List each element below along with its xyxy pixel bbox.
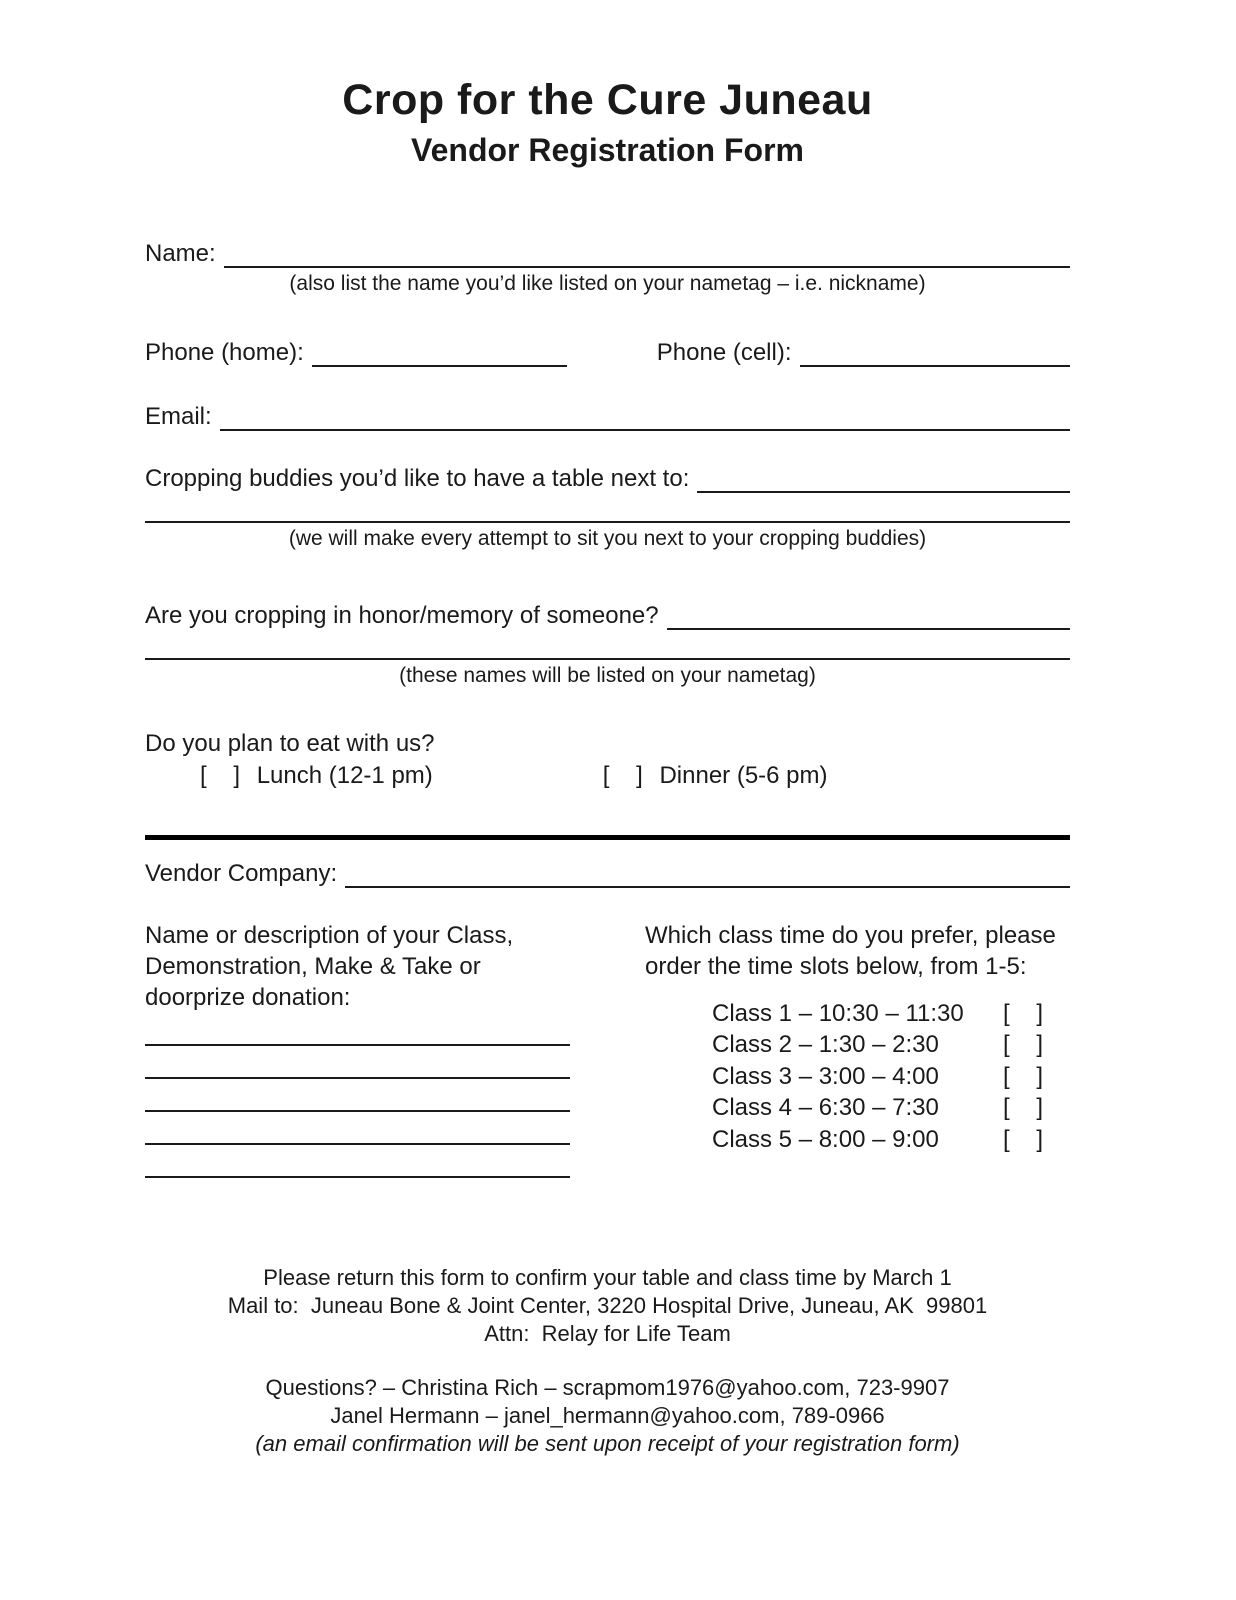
class-description-blank-line[interactable] — [145, 1112, 570, 1145]
phone-cell-label: Phone (cell): — [656, 338, 792, 366]
honor-memory-continuation-line[interactable] — [145, 632, 1070, 660]
class-description-prompt-line: Demonstration, Make & Take or — [145, 952, 481, 980]
class-description-blank-line[interactable] — [145, 1046, 570, 1079]
class-4-label: Class 4 – 6:30 – 7:30 — [712, 1094, 939, 1122]
form-header — [145, 76, 1070, 170]
email-confirmation-note: (an email confirmation will be sent upon receipt of your registration form) — [255, 1430, 960, 1456]
cropping-buddies-fill-line[interactable] — [697, 463, 1070, 493]
class-3-rank-box[interactable]: [ ] — [1003, 1062, 1044, 1090]
vendor-company-field-row — [145, 858, 1070, 888]
class-description-prompt-line: doorprize donation: — [145, 983, 351, 1011]
class-description-write-in-area — [145, 1013, 570, 1178]
dinner-option — [603, 761, 828, 791]
class-2-rank-box[interactable]: [ ] — [1003, 1031, 1044, 1059]
class-4-rank-box[interactable]: [ ] — [1003, 1094, 1044, 1122]
class-time-prompt-line: order the time slots below, from 1-5: — [645, 952, 1027, 980]
cropping-buddies-label: Cropping buddies you’d like to have a table next to: — [145, 464, 690, 492]
class-time-row — [712, 1092, 1070, 1124]
mail-to-line: Mail to: Juneau Bone & Joint Center, 3220 Hospital Drive, Juneau, AK 99801 — [227, 1292, 988, 1318]
email-label: Email: — [145, 402, 212, 430]
dinner-option-label: Dinner (5-6 pm) — [659, 761, 828, 789]
class-5-label: Class 5 – 8:00 – 9:00 — [712, 1125, 939, 1153]
name-label: Name: — [145, 239, 216, 267]
class-2-label: Class 2 – 1:30 – 2:30 — [712, 1031, 939, 1059]
class-section — [145, 920, 1070, 1178]
honor-memory-fill-line[interactable] — [667, 600, 1070, 630]
email-fill-line[interactable] — [220, 401, 1070, 431]
vendor-company-label: Vendor Company: — [145, 859, 338, 887]
cropping-buddies-field-row — [145, 463, 1070, 493]
phone-home-fill-line[interactable] — [312, 337, 567, 367]
name-note: (also list the name you’d like listed on your nametag – i.e. nickname) — [289, 271, 926, 295]
phone-cell-fill-line[interactable] — [800, 337, 1071, 367]
lunch-option-label: Lunch (12-1 pm) — [256, 761, 433, 789]
class-time-column — [645, 920, 1070, 1178]
questions-contact-line-1: Questions? – Christina Rich – scrapmom1976@yahoo.com, 723-9907 — [265, 1374, 950, 1400]
class-3-label: Class 3 – 3:00 – 4:00 — [712, 1062, 939, 1090]
vendor-company-fill-line[interactable] — [345, 858, 1070, 888]
return-instruction-line: Please return this form to confirm your table and class time by March 1 — [263, 1264, 952, 1290]
class-description-blank-line[interactable] — [145, 1013, 570, 1046]
name-field-row — [145, 238, 1070, 268]
section-divider-rule — [145, 835, 1070, 840]
honor-memory-label: Are you cropping in honor/memory of someone? — [145, 601, 659, 629]
class-description-column — [145, 920, 645, 1178]
footer-gap — [145, 1348, 1070, 1374]
cropping-buddies-continuation-line[interactable] — [145, 495, 1070, 523]
class-time-row — [712, 1061, 1070, 1093]
attn-line: Attn: Relay for Life Team — [484, 1320, 731, 1346]
class-time-prompt-line: Which class time do you prefer, please — [645, 921, 1056, 949]
phone-fields-row — [145, 337, 1070, 367]
class-description-blank-line[interactable] — [145, 1145, 570, 1178]
meal-options-row — [145, 761, 1070, 791]
eat-question: Do you plan to eat with us? — [145, 729, 435, 757]
cropping-buddies-note: (we will make every attempt to sit you next to your cropping buddies) — [288, 526, 927, 550]
class-5-rank-box[interactable]: [ ] — [1003, 1125, 1044, 1153]
form-title: Crop for the Cure Juneau — [342, 76, 873, 124]
class-description-blank-line[interactable] — [145, 1079, 570, 1112]
form-footer — [145, 1264, 1070, 1458]
form-subtitle: Vendor Registration Form — [411, 132, 804, 169]
email-field-row — [145, 401, 1070, 431]
dinner-checkbox[interactable]: [ ] — [602, 761, 643, 789]
honor-memory-field-row — [145, 600, 1070, 630]
phone-home-label: Phone (home): — [145, 338, 304, 366]
class-time-row — [712, 998, 1070, 1030]
class-time-row — [712, 1124, 1070, 1156]
class-time-row — [712, 1029, 1070, 1061]
lunch-option — [200, 761, 433, 791]
name-fill-line[interactable] — [224, 238, 1070, 268]
class-1-rank-box[interactable]: [ ] — [1003, 999, 1044, 1027]
questions-contact-line-2: Janel Hermann – janel_hermann@yahoo.com, 789-0966 — [330, 1402, 885, 1428]
class-description-prompt-line: Name or description of your Class, — [145, 921, 514, 949]
lunch-checkbox[interactable]: [ ] — [200, 761, 241, 789]
honor-memory-note: (these names will be listed on your nametag) — [399, 663, 816, 687]
class-time-list — [712, 998, 1070, 1156]
class-1-label: Class 1 – 10:30 – 11:30 — [712, 999, 964, 1027]
